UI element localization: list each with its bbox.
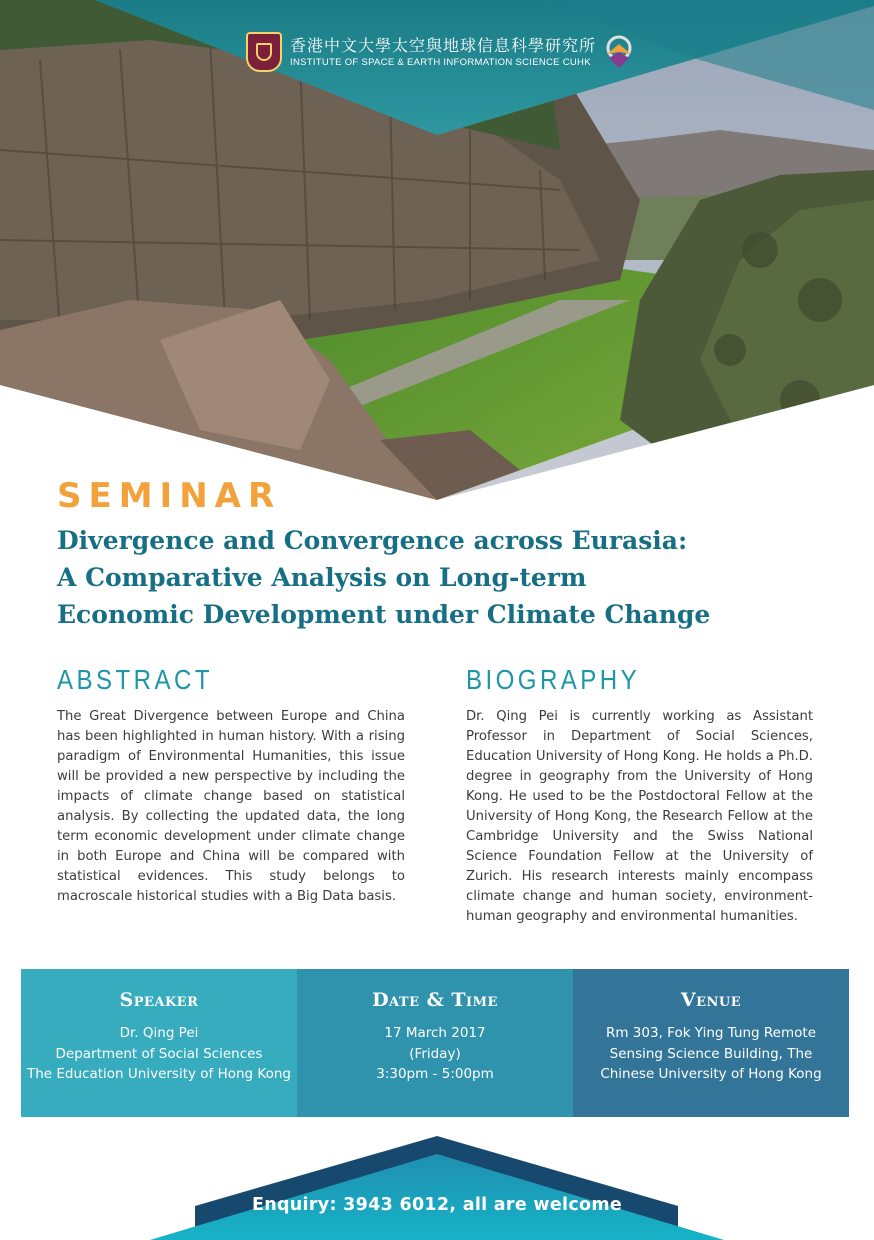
seminar-label: SEMINAR (57, 476, 282, 516)
venue-heading: Venue (680, 989, 742, 1011)
seminar-title-line: A Comparative Analysis on Long-term (57, 563, 587, 592)
biography-text: Dr. Qing Pei is currently working as Assistant Professor in Department of Social Sciences, Education University of Hong Kong. He holds a Ph.D. degree in geography from the University of Hong Kong. He used to be the Postdoctoral Fellow at the University of Hong Kong, the Research Fellow at the Cambridge University and the Swiss National Science Foundation Fellow at the University of Zurich. His research interests mainly encompass climate change and human society, environment-human geography and environmental humanities. (466, 709, 813, 924)
speaker-department: Department of Social Sciences (55, 1045, 263, 1062)
datetime-heading: Date & Time (372, 989, 498, 1011)
abstract-heading: ABSTRACT (57, 664, 213, 695)
institute-logo-bar (246, 30, 634, 74)
biography-heading: BIOGRAPHY (466, 664, 641, 695)
datetime-panel (297, 969, 573, 1117)
institute-name-en: INSTITUTE OF SPACE & EARTH INFORMATION SCIENCE CUHK (290, 56, 591, 68)
speaker-institution: The Education University of Hong Kong (27, 1066, 291, 1082)
footer-chevron (0, 1130, 874, 1240)
enquiry-text: Enquiry: 3943 6012, all are welcome (251, 1195, 623, 1215)
speaker-panel (21, 969, 297, 1117)
institute-name (290, 36, 596, 69)
abstract-text: The Great Divergence between Europe and China has been highlighted in human history. With a rising paradigm of Environmental Humanities, this issue will be provided a new perspective by including the impacts of climate change based on statistical analysis. By collecting the updated data, the long term economic development under climate change in both Europe and China will be compared with statistical evidences. This study belongs to macroscale historical studies with a Big Data basis. (57, 709, 405, 904)
cuhk-crest-icon (246, 32, 282, 72)
venue-line: Sensing Science Building, The (609, 1045, 813, 1062)
event-details-band (21, 969, 849, 1117)
speaker-heading: Speaker (119, 989, 199, 1011)
venue-line: Rm 303, Fok Ying Tung Remote (605, 1025, 816, 1041)
hero-landscape-image (0, 0, 874, 500)
event-weekday: (Friday) (409, 1045, 461, 1062)
seminar-title-line: Divergence and Convergence across Eurasia: (57, 526, 688, 555)
event-date: 17 March 2017 (384, 1025, 486, 1041)
speaker-name: Dr. Qing Pei (119, 1025, 199, 1041)
seminar-title (57, 522, 837, 633)
isei-logo-icon (604, 34, 634, 70)
venue-panel (573, 969, 849, 1117)
seminar-title-line: Economic Development under Climate Change (57, 600, 711, 629)
event-time: 3:30pm - 5:00pm (376, 1066, 494, 1082)
institute-name-cn: 香港中文大學太空與地球信息科學研究所 (290, 35, 597, 55)
venue-line: Chinese University of Hong Kong (600, 1066, 822, 1082)
